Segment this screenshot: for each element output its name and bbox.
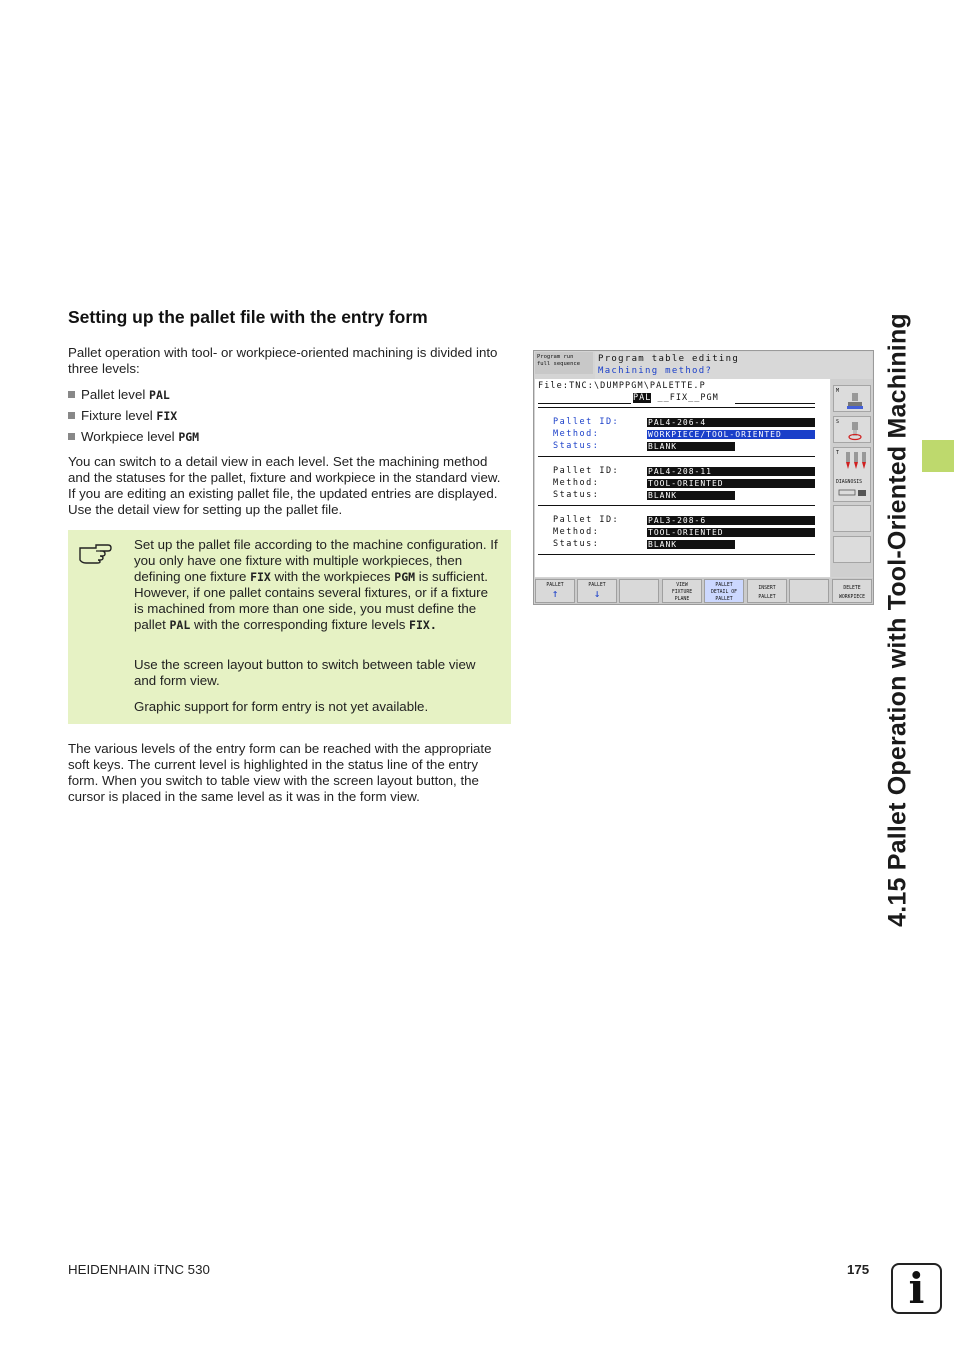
- list-item: Pallet level PAL: [68, 387, 170, 403]
- spindle-icon: [846, 392, 864, 410]
- method-label: Method:: [553, 527, 600, 537]
- bullet-icon: [68, 412, 75, 419]
- status-label: Status:: [553, 490, 600, 500]
- softkey-empty[interactable]: [619, 579, 659, 603]
- t-function-button[interactable]: T DIAGNOSIS: [833, 447, 871, 502]
- tool-icon: [842, 451, 870, 473]
- bullet-icon: [68, 433, 75, 440]
- level-status-line: PAL __FIX__PGM: [633, 393, 719, 403]
- method-label: Method:: [553, 429, 600, 439]
- method-field[interactable]: WORKPIECE/TOOL-ORIENTED: [647, 430, 815, 439]
- method-field[interactable]: TOOL-ORIENTED: [647, 479, 815, 488]
- intro-paragraph: Pallet operation with tool- or workpiece-oriented machining is divided into three levels:: [68, 345, 498, 376]
- section-title: Setting up the pallet file with the entry form: [68, 307, 428, 327]
- status-field[interactable]: BLANK: [647, 442, 735, 451]
- softkey-pallet-down[interactable]: PALLET ↓: [577, 579, 617, 603]
- file-path: File:TNC:\DUMPPGM\PALETTE.P: [538, 381, 706, 391]
- list-item: Fixture level FIX: [68, 408, 177, 424]
- entry-form: [535, 379, 830, 577]
- arrow-up-icon: ↑: [551, 587, 559, 600]
- pallet-id-label: Pallet ID:: [553, 417, 620, 427]
- screen-header: Program table editing Machining method?: [595, 352, 872, 379]
- status-label: Status:: [553, 539, 600, 549]
- chapter-side-title: 4.15 Pallet Operation with Tool-Oriented Machining: [883, 313, 912, 927]
- softkey-row: [535, 578, 873, 604]
- footer-product: HEIDENHAIN iTNC 530: [68, 1262, 210, 1277]
- note-box: [68, 530, 511, 724]
- levels-paragraph: The various levels of the entry form can be reached with the appropriate soft keys. The current level is highlighted in the status line of the entry form. When you switch to table view with the screen layout button, the cursor is placed in the same level as it was in the form view.: [68, 741, 492, 804]
- operating-mode: Program run full sequence: [535, 352, 593, 374]
- m-function-button[interactable]: M: [833, 385, 871, 412]
- status-field[interactable]: BLANK: [647, 540, 735, 549]
- note-paragraph: Graphic support for form entry is not yet available.: [134, 699, 429, 714]
- softkey-view-fixture-plane[interactable]: VIEW FIXTURE PLANE: [662, 579, 702, 603]
- pallet-id-field[interactable]: PAL4-208-11: [647, 467, 815, 476]
- diagnosis-icon: [838, 488, 868, 498]
- softkey-delete-workpiece[interactable]: DELETE WORKPIECE: [832, 579, 872, 603]
- s-function-button[interactable]: S: [833, 416, 871, 443]
- pallet-id-label: Pallet ID:: [553, 466, 620, 476]
- status-label: Status:: [553, 441, 600, 451]
- pallet-id-field[interactable]: PAL3-208-6: [647, 516, 815, 525]
- note-paragraph: Use the screen layout button to switch between table view and form view.: [134, 657, 476, 688]
- pointing-hand-icon: [78, 540, 112, 564]
- method-field[interactable]: TOOL-ORIENTED: [647, 528, 815, 537]
- empty-softkey[interactable]: [833, 536, 871, 563]
- list-item: Workpiece level PGM: [68, 429, 199, 445]
- pallet-id-label: Pallet ID:: [553, 515, 620, 525]
- status-field[interactable]: BLANK: [647, 491, 735, 500]
- method-label: Method:: [553, 478, 600, 488]
- softkey-pallet-up[interactable]: PALLET ↑: [535, 579, 575, 603]
- spindle-speed-icon: [846, 421, 864, 441]
- detail-view-paragraph: You can switch to a detail view in each level. Set the machining method and the statuses for the pallet, fixture and workpiece in the standard view. If you are editing an existing pallet file, the updated entries are displayed. Use the detail view for setting up the pallet file.: [68, 454, 501, 517]
- pallet-id-field[interactable]: PAL4-206-4: [647, 418, 815, 427]
- empty-softkey[interactable]: [833, 505, 871, 532]
- softkey-insert-pallet[interactable]: INSERT PALLET: [747, 579, 787, 603]
- note-paragraph: Set up the pallet file according to the machine configuration. If you only have one fixture with multiple workpieces, then defining one fixture FIX with the workpieces PGM is sufficient. However, if one pallet contains several fixtures, or if a fixture is machined from more than one side, you must define the pallet PAL with the corresponding fixture levels FIX.: [134, 537, 498, 632]
- page-number: 175: [847, 1262, 870, 1277]
- softkey-pallet-detail[interactable]: PALLET DETAIL OF PALLET: [704, 579, 744, 603]
- info-icon: i: [891, 1263, 942, 1314]
- arrow-down-icon: ↓: [593, 587, 601, 600]
- chapter-tab-accent: [922, 440, 954, 472]
- vertical-softkey-bar: [831, 379, 873, 577]
- softkey-empty[interactable]: [789, 579, 829, 603]
- bullet-icon: [68, 391, 75, 398]
- tnc-screenshot: [533, 350, 874, 605]
